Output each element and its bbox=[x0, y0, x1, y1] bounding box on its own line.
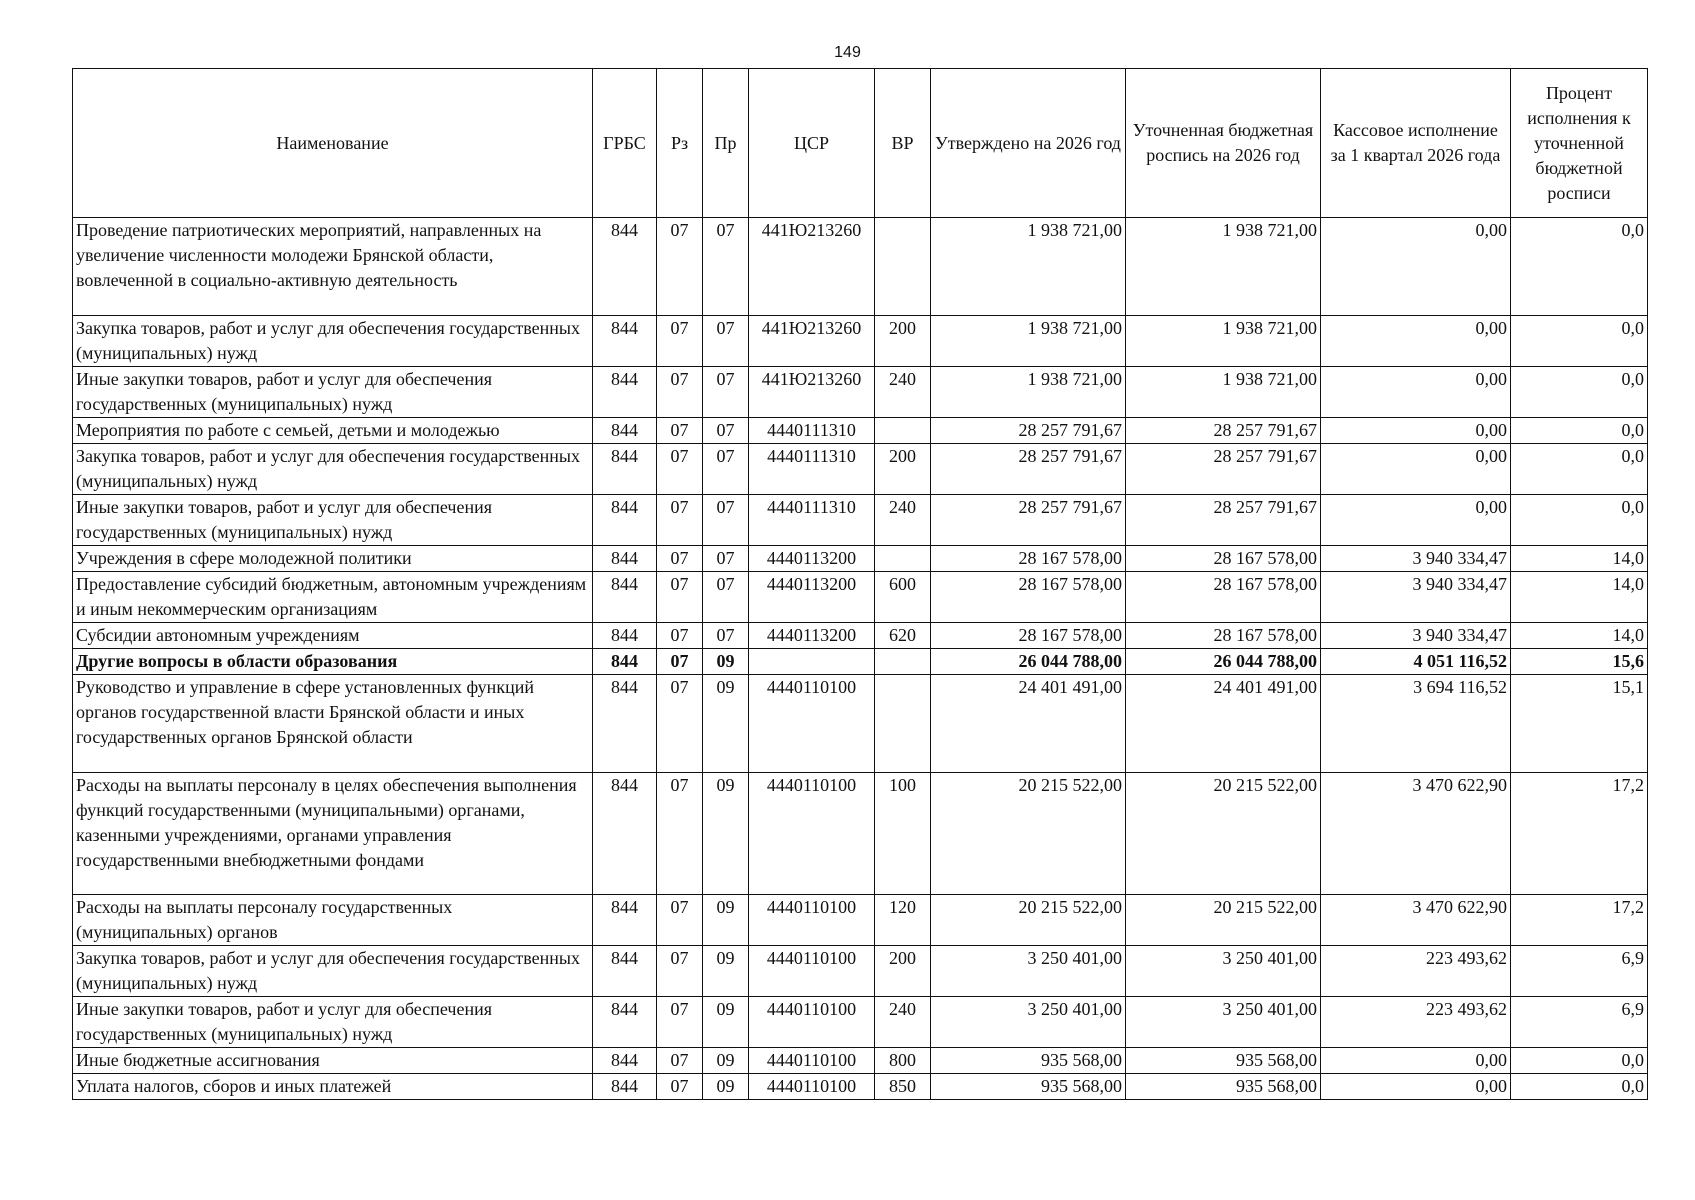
row-refined-cell: 28 167 578,00 bbox=[1126, 623, 1321, 649]
row-rz-cell: 07 bbox=[657, 946, 703, 997]
row-pr-cell: 09 bbox=[703, 997, 749, 1048]
row-rz-cell: 07 bbox=[657, 316, 703, 367]
table-body bbox=[73, 218, 1648, 1100]
row-rz-cell: 07 bbox=[657, 649, 703, 675]
row-name-cell: Мероприятия по работе с семьей, детьми и молодежью bbox=[73, 418, 593, 444]
row-name-cell: Иные бюджетные ассигнования bbox=[73, 1048, 593, 1074]
row-vr-cell: 620 bbox=[875, 623, 931, 649]
row-refined-cell: 24 401 491,00 bbox=[1126, 675, 1321, 773]
row-grbs-cell: 844 bbox=[593, 572, 657, 623]
row-rz-cell: 07 bbox=[657, 367, 703, 418]
row-csr-cell: 4440110100 bbox=[749, 895, 875, 946]
row-vr-cell: 240 bbox=[875, 997, 931, 1048]
row-grbs-cell: 844 bbox=[593, 495, 657, 546]
header-csr: ЦСР bbox=[749, 69, 875, 218]
header-row bbox=[73, 69, 1648, 218]
row-vr-cell: 100 bbox=[875, 773, 931, 895]
row-vr-cell: 800 bbox=[875, 1048, 931, 1074]
table-row bbox=[73, 495, 1648, 546]
row-name-cell: Расходы на выплаты персоналу государственных (муниципальных) органов bbox=[73, 895, 593, 946]
row-csr-cell: 441Ю213260 bbox=[749, 367, 875, 418]
row-csr-cell: 4440111310 bbox=[749, 418, 875, 444]
row-cash-cell: 4 051 116,52 bbox=[1321, 649, 1511, 675]
row-pr-cell: 07 bbox=[703, 572, 749, 623]
row-grbs-cell: 844 bbox=[593, 997, 657, 1048]
row-csr-cell: 4440110100 bbox=[749, 675, 875, 773]
header-refined: Уточненная бюджетная роспись на 2026 год bbox=[1126, 69, 1321, 218]
row-cash-cell: 0,00 bbox=[1321, 418, 1511, 444]
row-percent-cell: 6,9 bbox=[1511, 946, 1648, 997]
row-rz-cell: 07 bbox=[657, 895, 703, 946]
header-percent: Процент исполнения к уточненной бюджетной росписи bbox=[1511, 69, 1648, 218]
row-rz-cell: 07 bbox=[657, 495, 703, 546]
row-csr-cell: 4440110100 bbox=[749, 946, 875, 997]
row-refined-cell: 28 257 791,67 bbox=[1126, 444, 1321, 495]
row-vr-cell bbox=[875, 218, 931, 316]
row-name-cell: Субсидии автономным учреждениям bbox=[73, 623, 593, 649]
header-approved: Утверждено на 2026 год bbox=[931, 69, 1126, 218]
row-pr-cell: 09 bbox=[703, 1048, 749, 1074]
row-grbs-cell: 844 bbox=[593, 444, 657, 495]
row-name-cell: Иные закупки товаров, работ и услуг для обеспечения государственных (муниципальных) нужд bbox=[73, 997, 593, 1048]
row-name-cell: Другие вопросы в области образования bbox=[73, 649, 593, 675]
row-approved-cell: 3 250 401,00 bbox=[931, 997, 1126, 1048]
budget-table bbox=[72, 68, 1648, 1100]
table-row bbox=[73, 895, 1648, 946]
table-row bbox=[73, 1074, 1648, 1100]
row-percent-cell: 17,2 bbox=[1511, 773, 1648, 895]
row-cash-cell: 0,00 bbox=[1321, 218, 1511, 316]
table-row bbox=[73, 316, 1648, 367]
row-approved-cell: 28 167 578,00 bbox=[931, 572, 1126, 623]
row-name-cell: Проведение патриотических мероприятий, направленных на увеличение численности молодежи Брянской области, вовлеченной в социально-активную деятельность bbox=[73, 218, 593, 316]
row-percent-cell: 0,0 bbox=[1511, 444, 1648, 495]
row-cash-cell: 0,00 bbox=[1321, 444, 1511, 495]
row-name-cell: Руководство и управление в сфере установленных функций органов государственной власти Брянской области и иных государственных органов Брянской области bbox=[73, 675, 593, 773]
row-refined-cell: 20 215 522,00 bbox=[1126, 895, 1321, 946]
row-csr-cell: 4440113200 bbox=[749, 572, 875, 623]
row-pr-cell: 07 bbox=[703, 218, 749, 316]
row-vr-cell: 240 bbox=[875, 495, 931, 546]
row-name-cell: Учреждения в сфере молодежной политики bbox=[73, 546, 593, 572]
row-cash-cell: 0,00 bbox=[1321, 316, 1511, 367]
row-percent-cell: 14,0 bbox=[1511, 546, 1648, 572]
row-refined-cell: 1 938 721,00 bbox=[1126, 218, 1321, 316]
row-rz-cell: 07 bbox=[657, 218, 703, 316]
row-rz-cell: 07 bbox=[657, 444, 703, 495]
row-grbs-cell: 844 bbox=[593, 367, 657, 418]
row-grbs-cell: 844 bbox=[593, 946, 657, 997]
row-name-cell: Закупка товаров, работ и услуг для обеспечения государственных (муниципальных) нужд bbox=[73, 444, 593, 495]
row-csr-cell: 4440110100 bbox=[749, 773, 875, 895]
table-row bbox=[73, 218, 1648, 316]
row-pr-cell: 09 bbox=[703, 675, 749, 773]
table-row bbox=[73, 1048, 1648, 1074]
row-grbs-cell: 844 bbox=[593, 218, 657, 316]
row-approved-cell: 1 938 721,00 bbox=[931, 218, 1126, 316]
row-cash-cell: 0,00 bbox=[1321, 367, 1511, 418]
table-row bbox=[73, 649, 1648, 675]
row-pr-cell: 09 bbox=[703, 895, 749, 946]
row-refined-cell: 20 215 522,00 bbox=[1126, 773, 1321, 895]
row-refined-cell: 28 167 578,00 bbox=[1126, 572, 1321, 623]
row-rz-cell: 07 bbox=[657, 1048, 703, 1074]
table-row bbox=[73, 546, 1648, 572]
row-approved-cell: 935 568,00 bbox=[931, 1048, 1126, 1074]
row-refined-cell: 28 257 791,67 bbox=[1126, 495, 1321, 546]
row-rz-cell: 07 bbox=[657, 418, 703, 444]
row-approved-cell: 28 167 578,00 bbox=[931, 546, 1126, 572]
row-rz-cell: 07 bbox=[657, 997, 703, 1048]
row-percent-cell: 0,0 bbox=[1511, 1048, 1648, 1074]
row-name-cell: Уплата налогов, сборов и иных платежей bbox=[73, 1074, 593, 1100]
header-cash: Кассовое исполнение за 1 квартал 2026 года bbox=[1321, 69, 1511, 218]
row-percent-cell: 15,1 bbox=[1511, 675, 1648, 773]
row-cash-cell: 3 940 334,47 bbox=[1321, 623, 1511, 649]
row-refined-cell: 28 167 578,00 bbox=[1126, 546, 1321, 572]
row-approved-cell: 28 257 791,67 bbox=[931, 418, 1126, 444]
row-rz-cell: 07 bbox=[657, 623, 703, 649]
row-csr-cell: 4440110100 bbox=[749, 997, 875, 1048]
row-name-cell: Предоставление субсидий бюджетным, автономным учреждениям и иным некоммерческим организациям bbox=[73, 572, 593, 623]
row-cash-cell: 223 493,62 bbox=[1321, 997, 1511, 1048]
row-grbs-cell: 844 bbox=[593, 895, 657, 946]
row-csr-cell: 4440111310 bbox=[749, 444, 875, 495]
row-percent-cell: 0,0 bbox=[1511, 367, 1648, 418]
row-name-cell: Закупка товаров, работ и услуг для обеспечения государственных (муниципальных) нужд bbox=[73, 316, 593, 367]
row-grbs-cell: 844 bbox=[593, 773, 657, 895]
row-cash-cell: 0,00 bbox=[1321, 1048, 1511, 1074]
row-percent-cell: 0,0 bbox=[1511, 316, 1648, 367]
row-cash-cell: 3 470 622,90 bbox=[1321, 773, 1511, 895]
row-rz-cell: 07 bbox=[657, 546, 703, 572]
row-percent-cell: 14,0 bbox=[1511, 623, 1648, 649]
row-approved-cell: 28 167 578,00 bbox=[931, 623, 1126, 649]
row-cash-cell: 3 940 334,47 bbox=[1321, 546, 1511, 572]
row-grbs-cell: 844 bbox=[593, 316, 657, 367]
row-approved-cell: 20 215 522,00 bbox=[931, 895, 1126, 946]
row-pr-cell: 07 bbox=[703, 444, 749, 495]
row-csr-cell: 4440113200 bbox=[749, 546, 875, 572]
row-cash-cell: 223 493,62 bbox=[1321, 946, 1511, 997]
row-percent-cell: 0,0 bbox=[1511, 495, 1648, 546]
header-name: Наименование bbox=[73, 69, 593, 218]
row-vr-cell bbox=[875, 546, 931, 572]
row-pr-cell: 07 bbox=[703, 418, 749, 444]
row-csr-cell: 4440113200 bbox=[749, 623, 875, 649]
row-rz-cell: 07 bbox=[657, 572, 703, 623]
row-pr-cell: 09 bbox=[703, 773, 749, 895]
row-vr-cell: 850 bbox=[875, 1074, 931, 1100]
row-vr-cell: 120 bbox=[875, 895, 931, 946]
row-pr-cell: 07 bbox=[703, 316, 749, 367]
row-approved-cell: 935 568,00 bbox=[931, 1074, 1126, 1100]
row-percent-cell: 6,9 bbox=[1511, 997, 1648, 1048]
row-percent-cell: 0,0 bbox=[1511, 218, 1648, 316]
table-row bbox=[73, 418, 1648, 444]
row-grbs-cell: 844 bbox=[593, 675, 657, 773]
row-cash-cell: 3 940 334,47 bbox=[1321, 572, 1511, 623]
table-row bbox=[73, 367, 1648, 418]
table-row bbox=[73, 997, 1648, 1048]
table-row bbox=[73, 623, 1648, 649]
row-name-cell: Иные закупки товаров, работ и услуг для обеспечения государственных (муниципальных) нужд bbox=[73, 495, 593, 546]
row-name-cell: Расходы на выплаты персоналу в целях обеспечения выполнения функций государственными (муниципальными) органами, казенными учреждениями, органами управления государственными внебюджетными фондами bbox=[73, 773, 593, 895]
row-refined-cell: 3 250 401,00 bbox=[1126, 997, 1321, 1048]
row-approved-cell: 1 938 721,00 bbox=[931, 316, 1126, 367]
row-percent-cell: 14,0 bbox=[1511, 572, 1648, 623]
row-grbs-cell: 844 bbox=[593, 418, 657, 444]
row-name-cell: Иные закупки товаров, работ и услуг для обеспечения государственных (муниципальных) нужд bbox=[73, 367, 593, 418]
row-cash-cell: 3 694 116,52 bbox=[1321, 675, 1511, 773]
table-row bbox=[73, 675, 1648, 773]
row-pr-cell: 07 bbox=[703, 495, 749, 546]
row-approved-cell: 20 215 522,00 bbox=[931, 773, 1126, 895]
row-cash-cell: 3 470 622,90 bbox=[1321, 895, 1511, 946]
row-name-cell: Закупка товаров, работ и услуг для обеспечения государственных (муниципальных) нужд bbox=[73, 946, 593, 997]
row-csr-cell: 4440110100 bbox=[749, 1074, 875, 1100]
row-vr-cell: 200 bbox=[875, 946, 931, 997]
row-refined-cell: 1 938 721,00 bbox=[1126, 316, 1321, 367]
row-csr-cell: 4440110100 bbox=[749, 1048, 875, 1074]
row-refined-cell: 26 044 788,00 bbox=[1126, 649, 1321, 675]
row-refined-cell: 935 568,00 bbox=[1126, 1048, 1321, 1074]
row-grbs-cell: 844 bbox=[593, 546, 657, 572]
row-vr-cell: 200 bbox=[875, 444, 931, 495]
row-approved-cell: 1 938 721,00 bbox=[931, 367, 1126, 418]
row-refined-cell: 935 568,00 bbox=[1126, 1074, 1321, 1100]
row-cash-cell: 0,00 bbox=[1321, 495, 1511, 546]
row-vr-cell bbox=[875, 649, 931, 675]
row-cash-cell: 0,00 bbox=[1321, 1074, 1511, 1100]
table-row bbox=[73, 572, 1648, 623]
row-vr-cell bbox=[875, 418, 931, 444]
row-csr-cell: 441Ю213260 bbox=[749, 316, 875, 367]
header-vr: ВР bbox=[875, 69, 931, 218]
table-row bbox=[73, 773, 1648, 895]
table-row bbox=[73, 444, 1648, 495]
row-rz-cell: 07 bbox=[657, 1074, 703, 1100]
row-csr-cell: 441Ю213260 bbox=[749, 218, 875, 316]
row-percent-cell: 15,6 bbox=[1511, 649, 1648, 675]
row-refined-cell: 1 938 721,00 bbox=[1126, 367, 1321, 418]
row-grbs-cell: 844 bbox=[593, 1048, 657, 1074]
row-pr-cell: 09 bbox=[703, 649, 749, 675]
row-csr-cell bbox=[749, 649, 875, 675]
row-approved-cell: 26 044 788,00 bbox=[931, 649, 1126, 675]
row-refined-cell: 28 257 791,67 bbox=[1126, 418, 1321, 444]
row-vr-cell: 600 bbox=[875, 572, 931, 623]
row-pr-cell: 07 bbox=[703, 367, 749, 418]
row-percent-cell: 17,2 bbox=[1511, 895, 1648, 946]
row-vr-cell: 240 bbox=[875, 367, 931, 418]
table-row bbox=[73, 946, 1648, 997]
row-pr-cell: 07 bbox=[703, 546, 749, 572]
table-header bbox=[73, 69, 1648, 218]
row-grbs-cell: 844 bbox=[593, 623, 657, 649]
page-number: 149 bbox=[834, 44, 861, 61]
row-percent-cell: 0,0 bbox=[1511, 418, 1648, 444]
row-pr-cell: 07 bbox=[703, 623, 749, 649]
row-grbs-cell: 844 bbox=[593, 649, 657, 675]
row-csr-cell: 4440111310 bbox=[749, 495, 875, 546]
row-vr-cell: 200 bbox=[875, 316, 931, 367]
row-pr-cell: 09 bbox=[703, 946, 749, 997]
row-percent-cell: 0,0 bbox=[1511, 1074, 1648, 1100]
row-approved-cell: 24 401 491,00 bbox=[931, 675, 1126, 773]
header-pr: Пр bbox=[703, 69, 749, 218]
row-rz-cell: 07 bbox=[657, 773, 703, 895]
row-approved-cell: 3 250 401,00 bbox=[931, 946, 1126, 997]
header-rz: Рз bbox=[657, 69, 703, 218]
row-approved-cell: 28 257 791,67 bbox=[931, 495, 1126, 546]
row-approved-cell: 28 257 791,67 bbox=[931, 444, 1126, 495]
row-grbs-cell: 844 bbox=[593, 1074, 657, 1100]
row-refined-cell: 3 250 401,00 bbox=[1126, 946, 1321, 997]
row-vr-cell bbox=[875, 675, 931, 773]
row-rz-cell: 07 bbox=[657, 675, 703, 773]
row-pr-cell: 09 bbox=[703, 1074, 749, 1100]
header-grbs: ГРБС bbox=[593, 69, 657, 218]
